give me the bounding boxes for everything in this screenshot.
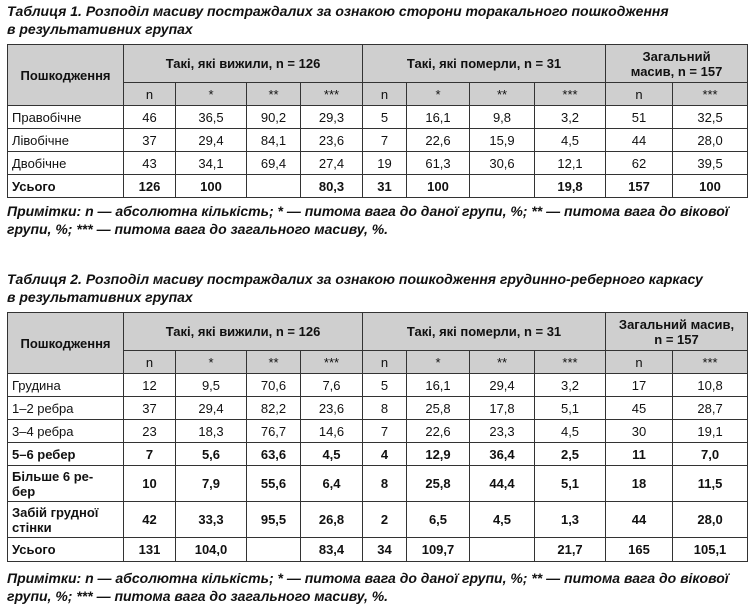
table-cell (470, 175, 535, 198)
table2-note-line2: групи, %; *** — питома вага до загального масиву, %. (7, 588, 389, 604)
table2-group-died: Такі, які померли, n = 31 (363, 313, 606, 351)
table1-sub-1: * (176, 83, 247, 106)
table-cell (247, 538, 301, 562)
table-cell: 22,6 (407, 420, 470, 443)
table-cell: 2,5 (535, 443, 606, 466)
table-cell: 51 (606, 106, 673, 129)
table-cell: 17 (606, 374, 673, 397)
table-cell: 157 (606, 175, 673, 198)
table-cell: 5 (363, 106, 407, 129)
table-cell: 8 (363, 397, 407, 420)
table2-caption-line1: Таблиця 2. Розподіл масиву постраждалих за ознакою пошкодження грудинно-реберного каркасу (7, 271, 703, 287)
table-cell: 7 (363, 420, 407, 443)
table1-sub-0: n (124, 83, 176, 106)
table-cell: 7 (124, 443, 176, 466)
table-cell: 37 (124, 397, 176, 420)
table-cell: 45 (606, 397, 673, 420)
table2-caption-line2: в результативних групах (7, 289, 193, 305)
table1-caption (7, 2, 747, 38)
table-cell: 29,4 (470, 374, 535, 397)
table-cell: 4,5 (535, 129, 606, 152)
table2-sub-0: n (124, 351, 176, 374)
table-cell (470, 538, 535, 562)
table1-group-died: Такі, які померли, n = 31 (363, 45, 606, 83)
table-cell: 100 (673, 175, 748, 198)
table-cell: 22,6 (407, 129, 470, 152)
table-cell: 10 (124, 466, 176, 502)
table-cell: 6,4 (301, 466, 363, 502)
table2-sub-4: n (363, 351, 407, 374)
table-row (8, 129, 748, 152)
row-label: 1–2 ребра (8, 397, 124, 420)
table2-group-total-line2: n = 157 (654, 331, 699, 347)
table-cell (247, 175, 301, 198)
table-cell: 11,5 (673, 466, 748, 502)
row-label-line2: стінки (12, 519, 52, 535)
table-cell: 26,8 (301, 502, 363, 538)
table-cell: 12,1 (535, 152, 606, 175)
table-row (8, 397, 748, 420)
table-cell: 44 (606, 129, 673, 152)
table-cell: 1,3 (535, 502, 606, 538)
table-cell: 19 (363, 152, 407, 175)
table-cell: 95,5 (247, 502, 301, 538)
table-cell: 16,1 (407, 374, 470, 397)
table-cell: 3,2 (535, 374, 606, 397)
table-cell: 36,4 (470, 443, 535, 466)
table-cell: 44,4 (470, 466, 535, 502)
table-cell: 5,6 (176, 443, 247, 466)
table1-note (7, 202, 747, 238)
table-cell: 29,4 (176, 397, 247, 420)
table-cell: 3,2 (535, 106, 606, 129)
table-cell: 32,5 (673, 106, 748, 129)
table-cell: 23,3 (470, 420, 535, 443)
table1-sub-2: ** (247, 83, 301, 106)
table-row (8, 420, 748, 443)
table-cell: 5,1 (535, 466, 606, 502)
table-cell: 8 (363, 466, 407, 502)
table-cell: 23,6 (301, 129, 363, 152)
table-cell: 109,7 (407, 538, 470, 562)
table-cell: 28,0 (673, 502, 748, 538)
table1-sub-8: n (606, 83, 673, 106)
table2-header-row (8, 313, 748, 351)
table-cell: 165 (606, 538, 673, 562)
row-label: 3–4 ребра (8, 420, 124, 443)
table-cell: 44 (606, 502, 673, 538)
table-cell: 37 (124, 129, 176, 152)
table-cell: 16,1 (407, 106, 470, 129)
table-cell: 10,8 (673, 374, 748, 397)
row-label: Двобічне (8, 152, 124, 175)
table2 (7, 312, 748, 562)
table-cell: 9,8 (470, 106, 535, 129)
table-cell: 30 (606, 420, 673, 443)
table-cell: 34 (363, 538, 407, 562)
table1-header-row (8, 45, 748, 83)
table-cell: 7,0 (673, 443, 748, 466)
table-cell: 29,4 (176, 129, 247, 152)
table-cell: 131 (124, 538, 176, 562)
table-cell: 5 (363, 374, 407, 397)
row-label: Лівобічне (8, 129, 124, 152)
table-cell: 28,0 (673, 129, 748, 152)
table-cell: 27,4 (301, 152, 363, 175)
table-row (8, 466, 748, 502)
table-cell: 29,3 (301, 106, 363, 129)
row-label: Усього (8, 538, 124, 562)
table-cell: 43 (124, 152, 176, 175)
table-cell: 100 (176, 175, 247, 198)
table-row (8, 502, 748, 538)
table-row (8, 443, 748, 466)
table-cell: 70,6 (247, 374, 301, 397)
row-label-line2: бер (12, 483, 36, 499)
table-cell: 21,7 (535, 538, 606, 562)
row-label-line1: Більше 6 ре- (12, 468, 94, 484)
table-cell: 34,1 (176, 152, 247, 175)
table2-sub-6: ** (470, 351, 535, 374)
table-cell: 19,8 (535, 175, 606, 198)
table2-row-label-header: Пошкодження (8, 313, 124, 374)
row-label-line1: Забій грудної (12, 504, 99, 520)
row-label: Правобічне (8, 106, 124, 129)
table-cell: 25,8 (407, 466, 470, 502)
table-cell: 19,1 (673, 420, 748, 443)
table-cell: 55,6 (247, 466, 301, 502)
table2-sub-7: *** (535, 351, 606, 374)
table2-total-row (8, 538, 748, 562)
table-cell: 100 (407, 175, 470, 198)
table1-sub-3: *** (301, 83, 363, 106)
table1-caption-line2: в результативних групах (7, 21, 193, 37)
table2-sub-1: * (176, 351, 247, 374)
table-cell: 12,9 (407, 443, 470, 466)
table-cell: 23,6 (301, 397, 363, 420)
table-cell: 2 (363, 502, 407, 538)
row-label: Усього (8, 175, 124, 198)
table-cell: 33,3 (176, 502, 247, 538)
table-cell: 63,6 (247, 443, 301, 466)
table-cell: 30,6 (470, 152, 535, 175)
table-cell: 90,2 (247, 106, 301, 129)
table-cell: 17,8 (470, 397, 535, 420)
table-cell: 69,4 (247, 152, 301, 175)
table-cell: 4 (363, 443, 407, 466)
table2-group-survived: Такі, які вижили, n = 126 (124, 313, 363, 351)
table2-sub-9: *** (673, 351, 748, 374)
table1-sub-9: *** (673, 83, 748, 106)
table-cell: 42 (124, 502, 176, 538)
table-cell: 46 (124, 106, 176, 129)
table-cell: 62 (606, 152, 673, 175)
table-cell: 14,6 (301, 420, 363, 443)
table2-sub-8: n (606, 351, 673, 374)
table-cell: 76,7 (247, 420, 301, 443)
row-label: 5–6 ребер (8, 443, 124, 466)
table-cell: 23 (124, 420, 176, 443)
table-cell: 18,3 (176, 420, 247, 443)
table-row (8, 106, 748, 129)
table2-sub-5: * (407, 351, 470, 374)
table2-group-total-line1: Загальний масив, (618, 316, 735, 332)
table-cell: 11 (606, 443, 673, 466)
table1-group-survived: Такі, які вижили, n = 126 (124, 45, 363, 83)
table-cell: 36,5 (176, 106, 247, 129)
table-cell: 4,5 (470, 502, 535, 538)
table1-sub-7: *** (535, 83, 606, 106)
table2-sub-3: *** (301, 351, 363, 374)
table2-note-line1: Примітки: n — абсолютна кількість; * — питома вага до даної групи, %; ** — питома вага до вікової (7, 570, 729, 586)
table-cell: 31 (363, 175, 407, 198)
table-cell: 4,5 (301, 443, 363, 466)
table-cell: 12 (124, 374, 176, 397)
table-cell: 9,5 (176, 374, 247, 397)
table2-sub-2: ** (247, 351, 301, 374)
table1-row-label-header: Пошкодження (8, 45, 124, 106)
table-cell: 39,5 (673, 152, 748, 175)
table-cell: 105,1 (673, 538, 748, 562)
table1-note-line1: Примітки: n — абсолютна кількість; * — питома вага до даної групи, %; ** — питома вага до вікової (7, 203, 729, 219)
table1-note-line2: групи, %; *** — питома вага до загального масиву, %. (7, 221, 389, 237)
table-cell: 80,3 (301, 175, 363, 198)
table2-note (7, 569, 747, 605)
row-label (8, 466, 124, 502)
table-cell: 7 (363, 129, 407, 152)
table-cell: 7,6 (301, 374, 363, 397)
table-cell: 28,7 (673, 397, 748, 420)
table-cell: 82,2 (247, 397, 301, 420)
table1-sub-5: * (407, 83, 470, 106)
table1-group-total: Загальний масив, n = 157 (606, 45, 748, 83)
table-cell: 83,4 (301, 538, 363, 562)
table-cell: 25,8 (407, 397, 470, 420)
table-cell: 15,9 (470, 129, 535, 152)
table1-total-row (8, 175, 748, 198)
table-row (8, 374, 748, 397)
table2-group-total (606, 313, 748, 351)
table-row (8, 152, 748, 175)
table1-sub-6: ** (470, 83, 535, 106)
table-cell: 18 (606, 466, 673, 502)
table-cell: 61,3 (407, 152, 470, 175)
table-cell: 104,0 (176, 538, 247, 562)
row-label (8, 502, 124, 538)
table2-caption (7, 270, 747, 306)
table-cell: 84,1 (247, 129, 301, 152)
row-label: Грудина (8, 374, 124, 397)
table-cell: 5,1 (535, 397, 606, 420)
table-cell: 126 (124, 175, 176, 198)
table-cell: 7,9 (176, 466, 247, 502)
table1 (7, 44, 748, 198)
table1-sub-4: n (363, 83, 407, 106)
table-cell: 4,5 (535, 420, 606, 443)
table-cell: 6,5 (407, 502, 470, 538)
table1-caption-line1: Таблиця 1. Розподіл масиву постраждалих за ознакою сторони торакального пошкодження (7, 3, 669, 19)
